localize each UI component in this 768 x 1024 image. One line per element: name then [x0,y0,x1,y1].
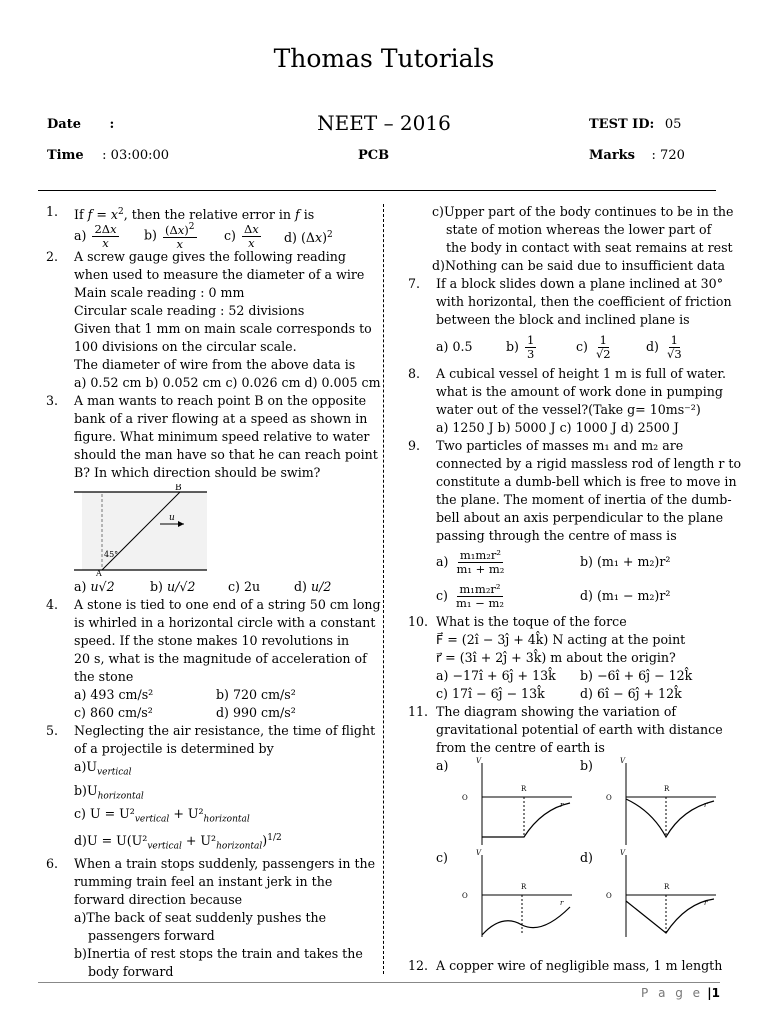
page-footer [0,982,768,1012]
question-9: 9. Two particles of masses m₁ and m₂ are connected by a rigid massless rod of length r to constitute a dumb-bell which is free to move in the plane. The moment of inertia of the dumb- bell about an axis perpendicular to the plane passing through the centre of mass is a) $\frac{\text{m₁m₂r²}}{\text{m₁ + m₂}}$ b) (m₁ + m₂)r² c) $\frac{\text{m₁m₂r²}}{\text{m₁ − m₂}}$ d) (m₁ − m₂)r² [408,438,742,610]
header-rule [38,190,716,191]
column-divider [383,204,384,974]
svg-text:O: O [606,794,612,802]
exam-name: NEET – 2016 [317,111,451,135]
svg-text:R: R [521,785,527,793]
right-column [408,203,742,975]
footer-rule [38,982,720,983]
svg-text:O: O [462,892,468,900]
question-5: 5. Neglecting the air resistance, the time of flight of a projectile is determined by $a)U_{vertical}$ $b)U_{horizontal}$ c) $U = U^2_{vertical} + U^2_{horizontal}$ $d)U = U(U^2_{vertical} + U^2_{horizontal})^{1/2}$ [46,723,376,852]
svg-text:r: r [560,801,564,809]
graph-d [590,849,720,941]
page-number: P a g e |1 [641,986,720,1000]
svg-text:r: r [704,899,708,907]
angle-label: 45° [104,550,119,560]
question-1: 1. If $f = x^2$, then the relative error in f is a) $\frac{2\Delta x}{x}$ b) $\frac{(\Delta x)^2}{x}$ c) $\frac{\Delta x}{x}$ d) $(\Delta x)^2$ [46,204,333,252]
question-10: 10. What is the toque of the force F⃗ = (2î − 3ĵ + 4k̂) N acting at the point r⃗ = (3î + 2ĵ + 3k̂) m about the origin? a) −17î + 6ĵ + 13k̂ b) −6î + 6ĵ − 12k̂ c) 17î − 6ĵ − 13k̂ d) 6î − 6ĵ + 12k̂ [408,614,693,701]
left-column [46,203,381,981]
graph-c [446,849,576,941]
institute-title: Thomas Tutorials [273,44,495,73]
question-7: 7. If a block slides down a plane inclined at 30° with horizontal, then the coefficient of friction between the block and inclined plane is a) 0.5 b) $\frac{1}{3}$ c) $\frac{1}{√2}$ d) $\frac{1}{√3}$ [408,276,732,361]
graph-a [446,757,576,849]
question-6: 6. When a train stops suddenly, passengers in the rumming train feel an instant jerk in the forward direction because a)The back of seat suddenly pushes the passengers forward b)Inertia of rest stops the train and takes the body forward [46,856,376,980]
question-2: 2. A screw gauge gives the following reading when used to measure the diameter of a wire Main scale reading : 0 mm Circular scale reading : 52 divisions Given that 1 mm on main scale corresponds to 100 divisions on the circular scale. The diameter of wire from the above data is a) 0.52 cm b) 0.052 cm c) 0.026 cm d) 0.005 cm [46,249,381,391]
svg-text:O: O [462,794,468,802]
question-12: 12. A copper wire of negligible mass, 1 m length [408,958,723,973]
question-6-continued: c)Upper part of the body continues to be in the state of motion whereas the lower part of the body in contact with seat remains at rest d)Nothing can be said due to insufficient data [432,204,734,273]
point-b-label: B [175,484,182,494]
question-8: 8. A cubical vessel of height 1 m is full of water. what is the amount of work done in pumping water out of the vessel?(Take g= 10ms⁻²) a) 1250 J b) 5000 J c) 1000 J d) 2500 J [408,366,726,435]
subject: PCB [358,148,390,163]
svg-text:V: V [476,849,482,857]
question-4: 4. A stone is tied to one end of a string 50 cm long is whirled in a horizontal circle with a constant speed. If the stone makes 10 revolutions in 20 s, what is the magnitude of acceleration of the stone a) 493 cm/s² b) 720 cm/s² c) 860 cm/s² d) 990 cm/s² [46,597,381,721]
speed-label: u [169,513,175,524]
potential-graphs: a) b) c) d) V O r R V O r R V O r R V O r R [436,757,724,957]
svg-text:V: V [620,757,626,765]
point-a-label: A [96,569,102,577]
graph-b [590,757,720,849]
question-3: 3. A man wants to reach point B on the opposite bank of a river flowing at a speed as shown in figure. What minimum speed relative to water should the man have so that he can reach point B? In which direction should be swim? u B A 45° a) u√2 b) u/√2 c) 2u d) u/2 [46,393,378,595]
svg-text:V: V [476,757,482,765]
svg-text:O: O [606,892,612,900]
svg-text:r: r [560,899,564,907]
svg-text:V: V [620,849,626,857]
time-info: Time : 03:00:00 [47,148,170,163]
svg-text:r: r [704,801,708,809]
river-figure [74,484,254,576]
svg-text:R: R [664,785,670,793]
marks-info: Marks : 720 [589,148,685,163]
date-label: Date : [47,117,115,132]
svg-text:R: R [664,883,670,891]
question-11: 11. The diagram showing the variation of gravitational potential of earth with distance from the centre of earth is a) b) c) d) V O r R V O r R V O r R V O r R [408,703,724,957]
test-id: TEST ID: 05 [589,117,682,132]
svg-text:R: R [521,883,527,891]
